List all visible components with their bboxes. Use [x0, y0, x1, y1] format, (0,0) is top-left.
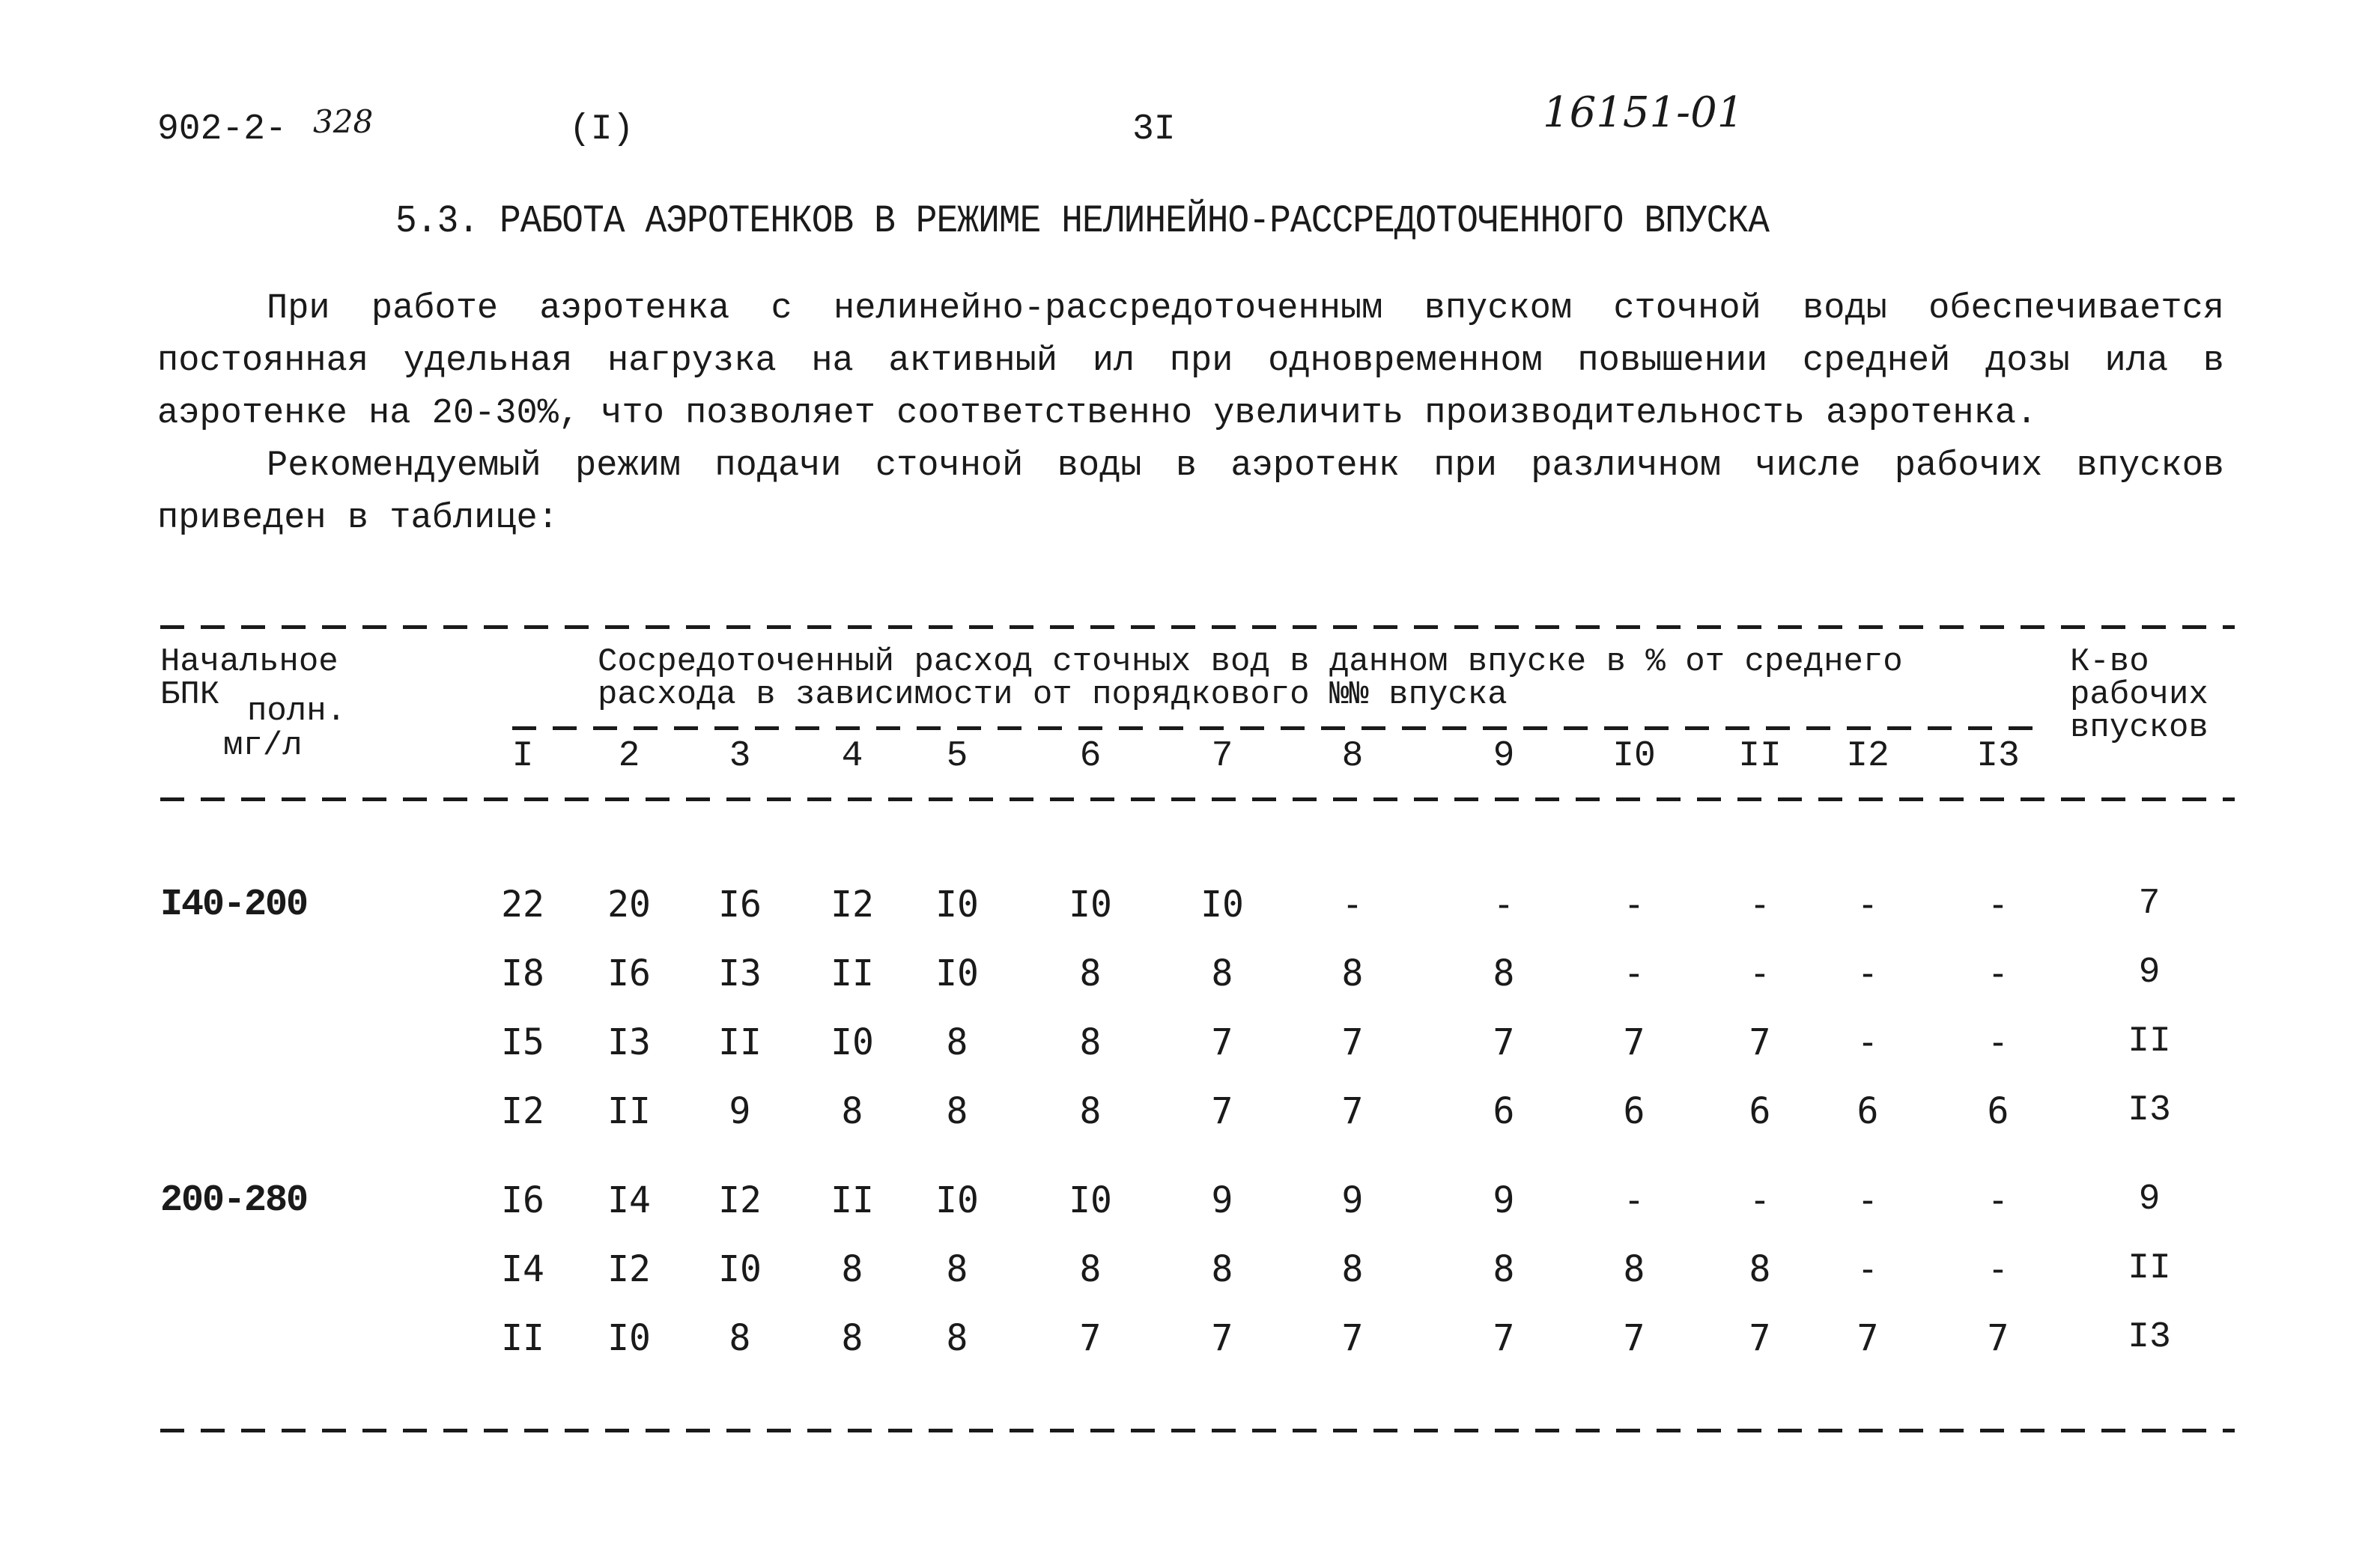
- table-cell: 8: [1623, 1248, 1645, 1290]
- inlet-number-header: 3: [729, 736, 751, 777]
- inlet-number-header: 2: [618, 736, 640, 777]
- table-cell: 20: [607, 884, 651, 926]
- table-top-rule: [160, 625, 2235, 629]
- inlet-count-cell: 9: [2138, 1179, 2161, 1220]
- table-cell: I4: [501, 1248, 544, 1290]
- table-cell: 9: [729, 1090, 751, 1132]
- table-cell: I0: [1069, 884, 1112, 926]
- table-cell: I6: [501, 1179, 544, 1221]
- bod-range-label: I40-200: [160, 884, 308, 926]
- col1-header-line1: Начальное: [160, 643, 339, 681]
- inlet-number-header: I: [511, 736, 534, 777]
- table-cell: 9: [1211, 1179, 1233, 1221]
- group-header-line2: расхода в зависимости от порядкового №№ впуска: [598, 676, 1508, 714]
- table-cell: 7: [1341, 1021, 1364, 1063]
- table-cell: I5: [501, 1021, 544, 1063]
- table-cell: 7: [1749, 1021, 1771, 1063]
- group-header-line1: Сосредоточенный расход сточных вод в данном впуске в % от среднего: [598, 643, 1903, 681]
- table-cell: 7: [1857, 1317, 1879, 1359]
- table-cell: 7: [1623, 1317, 1645, 1359]
- table-cell: 6: [1749, 1090, 1771, 1132]
- table-cell: -: [1857, 884, 1879, 926]
- table-cell: 8: [729, 1317, 751, 1359]
- table-cell: 7: [1211, 1317, 1233, 1359]
- table-cell: 8: [946, 1248, 968, 1290]
- table-cell: -: [1623, 884, 1645, 926]
- table-cell: 9: [1493, 1179, 1515, 1221]
- table-cell: -: [1857, 1179, 1879, 1221]
- table-cell: I8: [501, 952, 544, 994]
- table-cell: -: [1623, 1179, 1645, 1221]
- table-cell: 7: [1623, 1021, 1645, 1063]
- table-cell: -: [1987, 1248, 2009, 1290]
- count-header-line2: рабочих: [2070, 676, 2209, 714]
- table-cell: 7: [1211, 1021, 1233, 1063]
- table-cell: 6: [1857, 1090, 1879, 1132]
- inlet-number-header: 6: [1079, 736, 1102, 777]
- col1-header-sub: полн.: [247, 693, 347, 730]
- series-prefix: 902-2-: [157, 109, 287, 150]
- count-header-line1: К-во: [2070, 643, 2149, 681]
- table-cell: 8: [1341, 1248, 1364, 1290]
- inlet-count-cell: II: [2128, 1021, 2171, 1062]
- paragraph-1: При работе аэротенка с нелинейно-рассредоточенным впуском сточной воды обеспечивается постоянная удельная нагрузка на активный ил при одновременном повышении средней дозы ила в аэротенке на 20-30%, что позволяет соответственно увеличить производительность аэротенка.: [157, 289, 2224, 434]
- table-cell: I0: [607, 1317, 651, 1359]
- table-cell: 8: [1079, 952, 1102, 994]
- table-cell: 6: [1623, 1090, 1645, 1132]
- table-cell: 7: [1493, 1317, 1515, 1359]
- inlet-number-header: 5: [946, 736, 968, 777]
- header-bottom-rule: [160, 797, 2235, 801]
- inlet-count-cell: II: [2128, 1248, 2171, 1289]
- inlet-number-header: 9: [1493, 736, 1515, 777]
- table-cell: 8: [946, 1317, 968, 1359]
- count-header-line3: впусков: [2070, 709, 2209, 747]
- table-cell: 7: [1341, 1090, 1364, 1132]
- table-cell: 7: [1211, 1090, 1233, 1132]
- table-cell: 8: [1079, 1090, 1102, 1132]
- inlet-number-header: I2: [1846, 736, 1889, 777]
- table-cell: -: [1987, 1021, 2009, 1063]
- table-cell: -: [1987, 884, 2009, 926]
- table-cell: -: [1857, 1021, 1879, 1063]
- table-cell: I0: [718, 1248, 762, 1290]
- table-cell: 8: [841, 1317, 863, 1359]
- table-cell: I2: [718, 1179, 762, 1221]
- inlet-count-cell: I3: [2128, 1317, 2171, 1358]
- table-cell: I0: [1200, 884, 1244, 926]
- table-cell: II: [718, 1021, 762, 1063]
- table-cell: I2: [831, 884, 874, 926]
- table-cell: II: [607, 1090, 651, 1132]
- series-number: 328: [313, 103, 374, 140]
- table-cell: -: [1749, 884, 1771, 926]
- table-cell: -: [1749, 952, 1771, 994]
- table-cell: -: [1341, 884, 1364, 926]
- table-cell: 7: [1749, 1317, 1771, 1359]
- table-cell: 6: [1493, 1090, 1515, 1132]
- table-cell: I4: [607, 1179, 651, 1221]
- inlet-number-header: 8: [1341, 736, 1364, 777]
- inlet-number-header: I3: [1976, 736, 2020, 777]
- table-cell: II: [831, 1179, 874, 1221]
- table-cell: I3: [718, 952, 762, 994]
- inlet-number-header: 4: [841, 736, 863, 777]
- bod-range-label: 200-280: [160, 1179, 308, 1222]
- table-cell: 8: [1211, 1248, 1233, 1290]
- table-cell: 7: [1987, 1317, 2009, 1359]
- table-cell: I0: [935, 1179, 979, 1221]
- table-cell: I6: [607, 952, 651, 994]
- table-cell: 8: [1079, 1248, 1102, 1290]
- table-cell: 8: [841, 1090, 863, 1132]
- table-cell: -: [1987, 952, 2009, 994]
- document-stamp: 16151-01: [1543, 88, 1744, 137]
- col1-header-line3: мг/л: [223, 727, 303, 765]
- table-cell: 8: [1493, 1248, 1515, 1290]
- table-cell: I0: [935, 952, 979, 994]
- table-cell: I6: [718, 884, 762, 926]
- table-cell: 8: [1493, 952, 1515, 994]
- table-cell: 8: [1079, 1021, 1102, 1063]
- section-title: 5.3. РАБОТА АЭРОТЕНКОВ В РЕЖИМЕ НЕЛИНЕЙНО-РАССРЕДОТОЧЕННОГО ВПУСКА: [395, 199, 1770, 243]
- table-cell: 7: [1341, 1317, 1364, 1359]
- col1-header-line2: БПК: [160, 676, 220, 714]
- header-mid-rule: [512, 726, 2037, 730]
- table-cell: I0: [935, 884, 979, 926]
- inlet-count-cell: 9: [2138, 952, 2161, 993]
- table-cell: I2: [501, 1090, 544, 1132]
- table-cell: -: [1749, 1179, 1771, 1221]
- table-cell: 7: [1493, 1021, 1515, 1063]
- table-cell: -: [1623, 952, 1645, 994]
- table-cell: II: [831, 952, 874, 994]
- inlet-count-cell: I3: [2128, 1090, 2171, 1131]
- table-cell: I0: [831, 1021, 874, 1063]
- body-text: [157, 283, 2224, 545]
- table-cell: 8: [1211, 952, 1233, 994]
- table-cell: -: [1987, 1179, 2009, 1221]
- inlet-number-header: II: [1738, 736, 1782, 777]
- table-cell: -: [1857, 952, 1879, 994]
- table-cell: 8: [1341, 952, 1364, 994]
- table-cell: 7: [1079, 1317, 1102, 1359]
- table-cell: 8: [946, 1090, 968, 1132]
- page-number: 3I: [1132, 109, 1176, 150]
- table-cell: 9: [1341, 1179, 1364, 1221]
- table-cell: -: [1857, 1248, 1879, 1290]
- table-cell: 8: [841, 1248, 863, 1290]
- part-label: (I): [569, 109, 634, 150]
- inlet-number-header: I0: [1612, 736, 1656, 777]
- inlet-count-cell: 7: [2138, 884, 2161, 924]
- inlet-number-header: 7: [1211, 736, 1233, 777]
- table-bottom-rule: [160, 1429, 2235, 1432]
- table-cell: 8: [1749, 1248, 1771, 1290]
- table-cell: I0: [1069, 1179, 1112, 1221]
- table-cell: 8: [946, 1021, 968, 1063]
- table-cell: II: [501, 1317, 544, 1359]
- table-cell: 22: [501, 884, 544, 926]
- table-cell: I3: [607, 1021, 651, 1063]
- paragraph-2: Рекомендуемый режим подачи сточной воды в аэротенк при различном числе рабочих впусков приведен в таблице:: [157, 446, 2224, 538]
- table-cell: 6: [1987, 1090, 2009, 1132]
- table-cell: I2: [607, 1248, 651, 1290]
- table-cell: -: [1493, 884, 1515, 926]
